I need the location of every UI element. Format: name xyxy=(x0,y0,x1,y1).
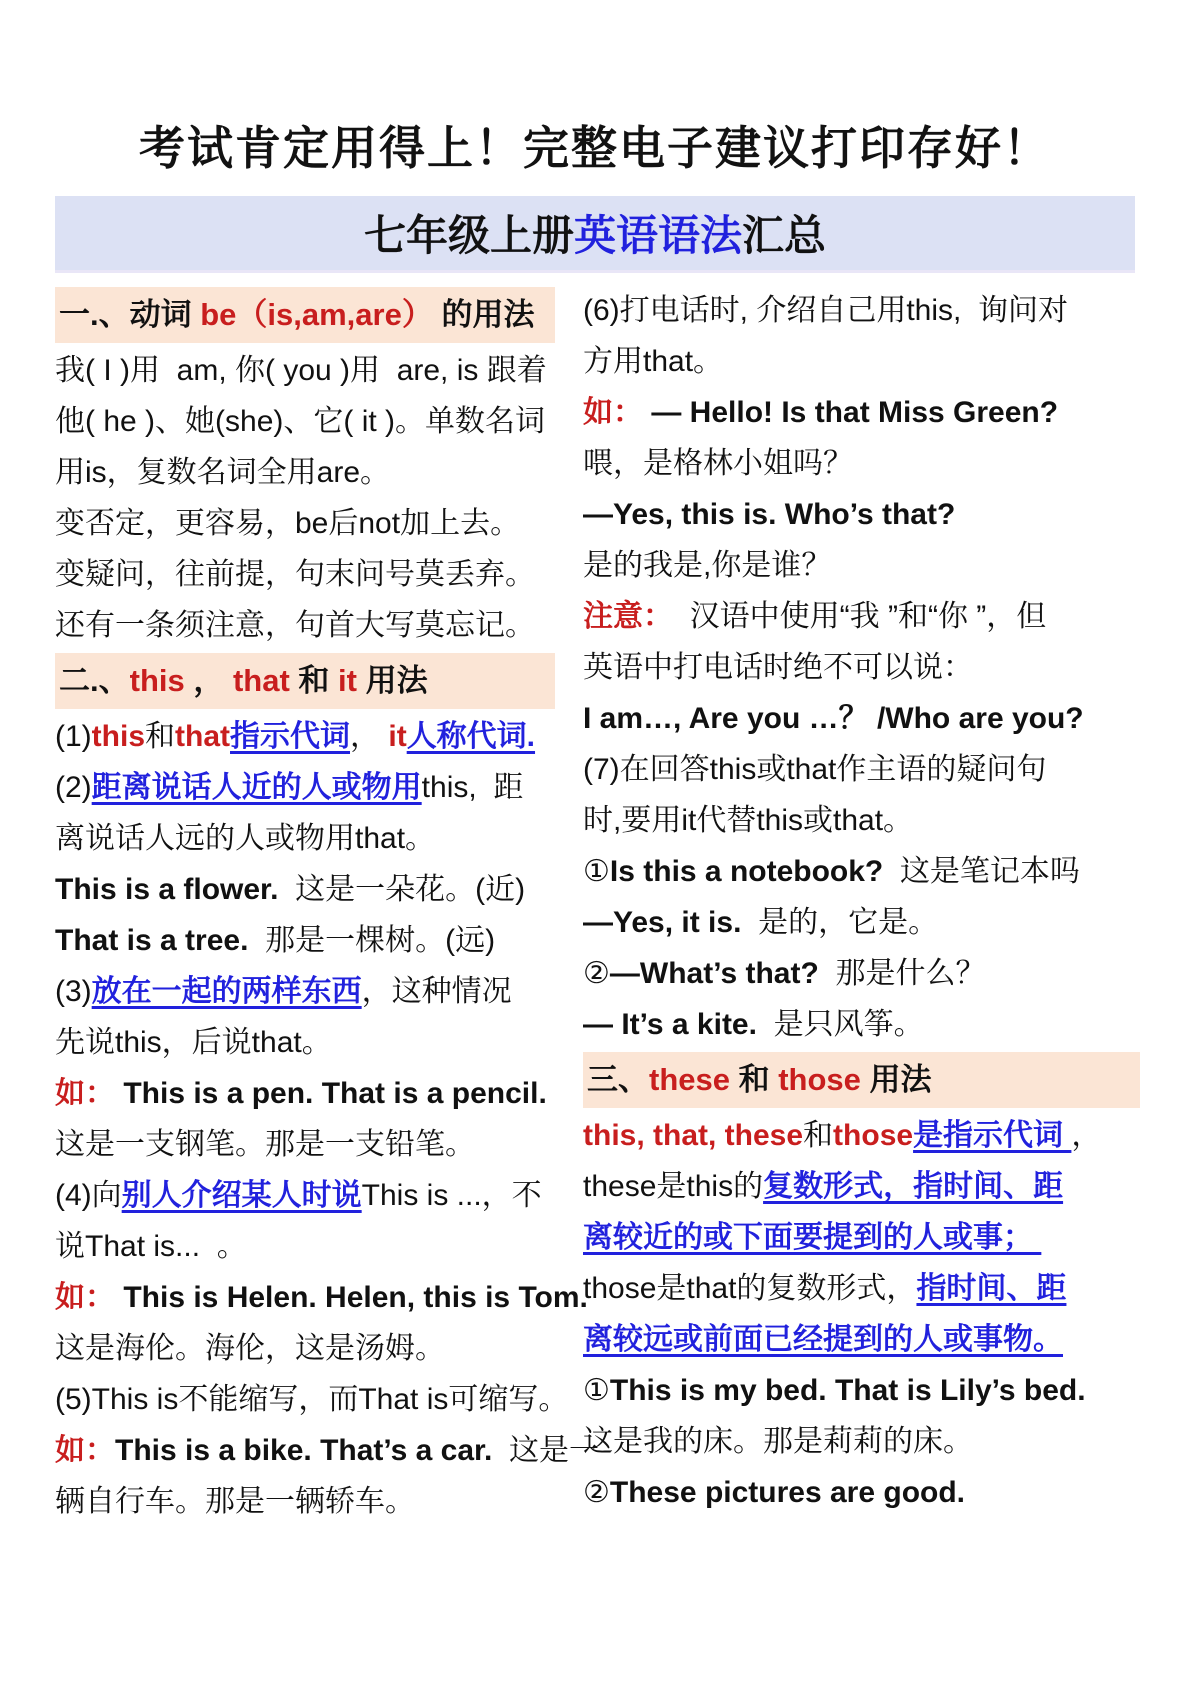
text-segment: 是的我是,你是谁？ xyxy=(583,549,832,582)
text-segment: 和 xyxy=(729,1062,779,1097)
text-segment: 时,要用it代替this或that。 xyxy=(583,804,914,837)
text-segment: 如： xyxy=(55,1281,115,1314)
text-segment: 先说this，后说that。 xyxy=(55,1026,332,1059)
text-segment: This is Helen. Helen, this is Tom. xyxy=(115,1281,588,1314)
text-line xyxy=(55,1374,569,1425)
text-segment: (7)在回答this或that作主语的疑问句 xyxy=(583,753,1047,786)
text-line xyxy=(583,1263,1140,1314)
text-line xyxy=(55,762,555,813)
text-segment: 如： xyxy=(55,1077,115,1110)
text-segment: 还有一条须注意，句首大写莫忘记。 xyxy=(55,609,535,642)
text-line xyxy=(583,693,1140,744)
text-segment: 用法 xyxy=(356,663,428,698)
text-segment: 这是笔记本吗 xyxy=(883,855,1080,888)
text-segment: 是的，它是。 xyxy=(741,906,939,939)
text-segment: 别人介绍某人时说 xyxy=(121,1179,362,1212)
text-segment: 三、 xyxy=(587,1062,649,1097)
text-line xyxy=(583,846,1140,897)
text-segment: 这是一 xyxy=(492,1434,600,1467)
text-segment: ② xyxy=(583,957,610,990)
text-line xyxy=(55,498,555,549)
text-segment: 离说话人远的人或物用that。 xyxy=(55,822,436,855)
section-3-header xyxy=(583,1052,1140,1108)
text-line xyxy=(583,948,1140,999)
text-line xyxy=(55,447,555,498)
left-column xyxy=(55,285,600,1527)
text-segment: 汉语中使用“我 ”和“你 ”，但 xyxy=(673,600,1047,633)
page-top-title: 考试肯定用得上！完整电子建议打印存好！ xyxy=(139,122,1051,174)
text-segment: these是this的 xyxy=(583,1170,764,1203)
text-segment: be（is,am,are） xyxy=(200,297,433,332)
text-segment: ， xyxy=(1071,1119,1102,1152)
section-2-header xyxy=(55,653,555,709)
text-segment: (1) xyxy=(55,720,92,753)
text-segment: 喂，是格林小姐吗？ xyxy=(583,447,853,480)
text-line xyxy=(55,1476,555,1527)
text-segment: 指时间、距 xyxy=(916,1272,1067,1305)
text-line xyxy=(55,1068,555,1119)
text-segment: ， xyxy=(350,720,389,753)
text-line xyxy=(583,591,1140,642)
text-line xyxy=(55,1119,555,1170)
text-line xyxy=(55,345,555,396)
text-segment: 和 xyxy=(289,663,339,698)
text-line xyxy=(583,795,1140,846)
text-segment: this xyxy=(91,720,146,753)
text-segment: 离较远或前面已经提到的人或事物。 xyxy=(583,1323,1063,1356)
text-segment: 指示代词 xyxy=(230,720,351,753)
text-segment: ，这种情况 xyxy=(361,975,512,1008)
text-segment: this, that, these xyxy=(583,1119,804,1152)
text-line xyxy=(55,915,555,966)
text-line xyxy=(583,1110,1140,1161)
text-segment: (4)向 xyxy=(55,1179,122,1212)
text-segment: those xyxy=(833,1119,914,1152)
text-segment: 我( I )用 am, 你( you )用 are, is 跟着 xyxy=(55,354,547,387)
text-segment: 用法 xyxy=(860,1062,932,1097)
text-segment: it xyxy=(388,720,407,753)
text-segment: 和 xyxy=(803,1119,834,1152)
text-segment: ① xyxy=(583,855,610,888)
text-segment: 英语中打电话时绝不可以说： xyxy=(583,651,973,684)
text-segment: This is a pen. That is a pencil. xyxy=(115,1077,547,1110)
text-line xyxy=(55,1425,600,1476)
text-segment: 他( he )、她(she)、它( it )。单数名词 xyxy=(55,405,546,438)
text-segment: That is a tree. xyxy=(55,924,249,957)
text-segment: (2) xyxy=(55,771,92,804)
text-segment: These pictures are good. xyxy=(609,1476,965,1509)
text-segment: 距离说话人近的人或物用 xyxy=(91,771,422,804)
text-line xyxy=(583,1314,1140,1365)
text-segment: 这是我的床。那是莉莉的床。 xyxy=(583,1425,973,1458)
text-segment: those是that的复数形式， xyxy=(583,1272,917,1305)
text-segment: that xyxy=(232,663,290,698)
text-segment: 如： xyxy=(55,1434,115,1467)
text-line xyxy=(55,966,555,1017)
right-column xyxy=(583,285,1140,1527)
text-segment: those xyxy=(778,1062,861,1097)
text-segment: 注意： xyxy=(583,600,673,633)
text-segment: 七年级上册 xyxy=(363,212,574,259)
text-segment: that xyxy=(175,720,231,753)
text-segment: 这是海伦。海伦，这是汤姆。 xyxy=(55,1332,445,1365)
text-segment: —What’s that? xyxy=(609,957,819,990)
text-segment: 人称代词. xyxy=(406,720,536,753)
text-segment: 放在一起的两样东西 xyxy=(91,975,362,1008)
text-segment: 用is，复数名词全用are。 xyxy=(55,456,391,489)
text-line xyxy=(55,1017,555,1068)
text-segment: — Hello! Is that Miss Green? xyxy=(643,396,1059,429)
text-segment: 离较近的或下面要提到的人或事； xyxy=(583,1221,1042,1254)
text-line xyxy=(55,864,555,915)
text-segment: 一.、动词 xyxy=(59,297,201,332)
text-segment: 和 xyxy=(145,720,176,753)
text-line xyxy=(583,744,1140,795)
text-segment: 这是一支钢笔。那是一支铅笔。 xyxy=(55,1128,475,1161)
text-segment: 的用法 xyxy=(432,297,535,332)
text-segment: 方用that。 xyxy=(583,345,724,378)
text-segment: This is a bike. That’s a car. xyxy=(115,1434,493,1467)
text-line xyxy=(583,285,1140,336)
text-line xyxy=(583,1161,1140,1212)
text-segment: 复数形式，指时间、距 xyxy=(763,1170,1064,1203)
text-segment: 那是一棵树。(远) xyxy=(248,924,496,957)
text-segment: (5)This is不能缩写，而That is可缩写。 xyxy=(55,1383,569,1416)
text-segment: these xyxy=(649,1062,730,1097)
text-segment: This is a flower. xyxy=(55,873,279,906)
text-line xyxy=(583,642,1140,693)
text-line xyxy=(55,1170,555,1221)
text-line xyxy=(55,813,555,864)
text-segment: —Yes, it is. xyxy=(583,906,742,939)
text-line xyxy=(583,489,1140,540)
text-line xyxy=(583,1365,1140,1416)
text-line xyxy=(583,999,1140,1050)
text-line xyxy=(583,1416,1140,1467)
text-segment: 英语语法 xyxy=(573,212,742,259)
text-segment: 这是一朵花。(近) xyxy=(278,873,526,906)
text-line xyxy=(55,711,555,762)
text-segment: Is this a notebook? xyxy=(609,855,884,888)
text-line xyxy=(55,396,555,447)
text-line xyxy=(583,1467,1140,1518)
text-segment: This is ...，不 xyxy=(361,1179,542,1212)
text-line xyxy=(583,336,1140,387)
banner xyxy=(55,196,1135,273)
text-line xyxy=(55,1272,588,1323)
text-line xyxy=(583,897,1140,948)
text-segment: 变疑问，往前提，句末问号莫丢弃。 xyxy=(55,558,535,591)
text-segment: it xyxy=(338,663,357,698)
text-line xyxy=(583,1212,1140,1263)
text-segment: — It’s a kite. xyxy=(583,1008,757,1041)
text-line xyxy=(583,387,1140,438)
text-line xyxy=(55,600,555,651)
text-segment: ， xyxy=(184,663,233,698)
text-segment: this, 距 xyxy=(421,771,524,804)
text-segment: 那是什么？ xyxy=(818,957,986,990)
text-segment: ① xyxy=(583,1374,610,1407)
text-line xyxy=(583,438,1140,489)
text-segment: this xyxy=(129,663,185,698)
text-segment: This is my bed. That is Lily’s bed. xyxy=(609,1374,1086,1407)
banner-title xyxy=(364,203,826,263)
text-segment: 二.、 xyxy=(59,663,130,698)
text-segment: 说That is... 。 xyxy=(55,1230,247,1263)
text-segment: 是指示代词 xyxy=(913,1119,1072,1152)
text-segment: I am…, Are you …？ /Who are you? xyxy=(583,702,1084,735)
text-segment: 如： xyxy=(583,396,643,429)
text-line xyxy=(583,540,1140,591)
text-segment: ② xyxy=(583,1476,610,1509)
text-segment: —Yes, this is. Who’s that? xyxy=(583,498,956,531)
section-1-header xyxy=(55,287,555,343)
text-line xyxy=(55,1221,555,1272)
text-segment: 变否定，更容易，be后not加上去。 xyxy=(55,507,521,540)
content xyxy=(55,285,1140,1527)
text-segment: (3) xyxy=(55,975,92,1008)
text-segment: 汇总 xyxy=(742,212,827,259)
text-segment: 是只风筝。 xyxy=(756,1008,924,1041)
text-segment: 辆自行车。那是一辆轿车。 xyxy=(55,1485,415,1518)
text-line xyxy=(55,549,555,600)
text-segment: (6)打电话时, 介绍自己用this, 询问对 xyxy=(583,294,1069,327)
text-line xyxy=(55,1323,555,1374)
